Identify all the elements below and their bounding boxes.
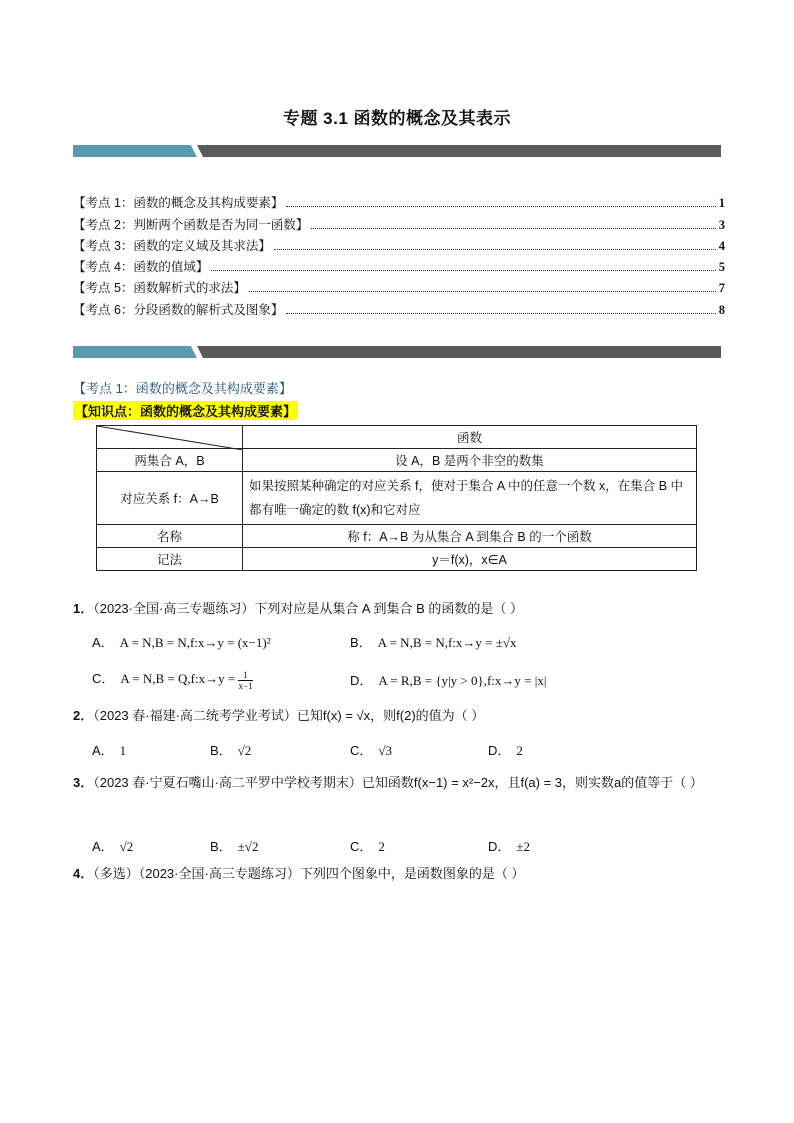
question-4 [73,861,723,887]
question-text: （2023 春·福建·高二统考学业考试）已知f(x) = √x，则f(2)的值为（ ） [93,708,485,723]
table-header-row [97,426,697,449]
toc-item-page: 1 [718,196,725,211]
table-of-contents [73,190,725,318]
option-letter: D． [488,743,511,758]
toc-dot-leader [274,249,716,250]
divider-bar-graphic [73,346,721,358]
option-text: A = N,B = N,f:x→y = ±√x [377,635,517,650]
toc-item-label: 【考点 6：分段函数的解析式及图象】 [73,302,284,317]
question-2 [73,703,723,729]
page-title: 专题 3.1 函数的概念及其表示 [282,109,512,128]
divider-teal-segment [73,145,197,157]
option-letter: A． [92,839,114,854]
table-row [97,548,697,571]
toc-item-label: 【考点 5：函数解析式的求法】 [73,281,246,296]
question-1 [73,596,723,622]
question-text: （多选）（2023·全国·高三专题练习）下列四个图象中，是函数图象的是（ ） [93,866,525,881]
option-text: ±2 [516,839,531,854]
section-heading: 【考点 1：函数的概念及其构成要素】 [73,381,292,396]
toc-item-page: 7 [718,281,725,296]
question-1-option-d[interactable] [350,670,546,689]
option-letter: C． [92,671,115,686]
toc-item-label: 【考点 4：函数的值域】 [73,260,209,275]
toc-item-label: 【考点 3：函数的定义域及其求法】 [73,238,271,253]
toc-item-page: 5 [718,260,725,275]
header-divider-bar [73,145,721,157]
toc-item[interactable] [73,275,725,296]
question-2-option-a[interactable] [92,740,126,759]
question-2-option-c[interactable] [350,740,392,759]
table-row-value: y＝f(x)，x∈A [243,548,697,571]
option-fraction [238,670,252,691]
toc-item-label: 【考点 1：函数的概念及其构成要素】 [73,196,284,211]
table-row-label: 名称 [97,525,243,548]
table-row [97,472,697,525]
toc-item[interactable] [73,233,725,254]
option-text: 2 [378,839,385,854]
fraction-numerator: 1 [238,670,252,681]
option-letter: D． [488,839,511,854]
question-2-option-b[interactable] [210,740,251,759]
option-text: A = N,B = N,f:x→y = (x−1)² [119,635,271,650]
toc-dot-leader [286,206,715,207]
table-row-label: 两集合 A，B [97,449,243,472]
option-letter: C． [350,743,373,758]
knowledge-point-label: 【知识点：函数的概念及其构成要素】 [73,401,298,420]
section-divider-bar [73,346,721,358]
toc-item[interactable] [73,254,725,275]
toc-item-page: 8 [718,302,725,317]
question-3 [73,770,723,796]
option-text: √2 [119,839,134,854]
toc-dot-leader [211,270,715,271]
question-number: 2． [73,708,94,723]
table-row-value: 设 A，B 是两个非空的数集 [243,449,697,472]
table-row [97,525,697,548]
option-text: A = N,B = Q,f:x→y = [120,671,236,686]
question-3-option-d[interactable] [488,836,530,855]
diagonal-header-cell [97,426,243,449]
option-letter: B． [210,743,232,758]
option-text: 2 [516,743,523,758]
divider-dark-segment [197,346,721,358]
toc-item-label: 【考点 2：判断两个函数是否为同一函数】 [73,217,309,232]
option-letter: A． [92,635,114,650]
diagonal-line-graphic [97,426,243,450]
question-3-option-a[interactable] [92,836,133,855]
toc-dot-leader [311,228,715,229]
table-row-label: 对应关系 f：A→B [97,472,243,525]
question-1-option-c[interactable] [92,668,253,691]
fraction-denominator: x−1 [238,680,253,691]
option-letter: C． [350,839,373,854]
divider-dark-segment [197,145,721,157]
toc-item[interactable] [73,190,725,211]
option-letter: B． [210,839,232,854]
table-row [97,449,697,472]
toc-item-page: 3 [718,217,725,232]
question-text: （2023 春·宁夏石嘴山·高二平罗中学校考期末）已知函数f(x−1) = x²−2x，且f(a) = 3，则实数a的值等于（ ） [93,775,703,790]
divider-bar-graphic [73,145,721,157]
option-text: ±√2 [237,839,259,854]
question-number: 4． [73,866,94,881]
option-text: √3 [378,743,393,758]
question-3-option-b[interactable] [210,836,258,855]
option-text: 1 [119,743,127,758]
divider-teal-segment [73,346,197,358]
option-letter: B． [350,635,372,650]
toc-item[interactable] [73,296,725,317]
question-3-option-c[interactable] [350,836,385,855]
function-concept-table [96,425,697,571]
toc-dot-leader [249,291,716,292]
option-text: A = R,B = {y|y > 0},f:x→y = |x| [378,673,547,688]
table-row-label: 记法 [97,548,243,571]
toc-item[interactable] [73,211,725,232]
table-header-cell: 函数 [243,426,697,449]
table-row-value: 称 f：A→B 为从集合 A 到集合 B 的一个函数 [243,525,697,548]
toc-dot-leader [286,313,715,314]
question-1-option-a[interactable] [92,632,271,651]
table-row-value: 如果按照某种确定的对应关系 f，使对于集合 A 中的任意一个数 x，在集合 B 中都有唯一确定的数 f(x)和它对应 [243,472,697,525]
question-1-option-b[interactable] [350,632,517,651]
toc-item-page: 4 [718,238,725,253]
question-text: （2023·全国·高三专题练习）下列对应是从集合 A 到集合 B 的函数的是（ ） [93,601,523,616]
question-number: 3． [73,775,94,790]
question-number: 1． [73,601,94,616]
question-2-option-d[interactable] [488,740,523,759]
option-text: √2 [237,743,252,758]
option-letter: D． [350,673,373,688]
option-letter: A． [92,743,114,758]
